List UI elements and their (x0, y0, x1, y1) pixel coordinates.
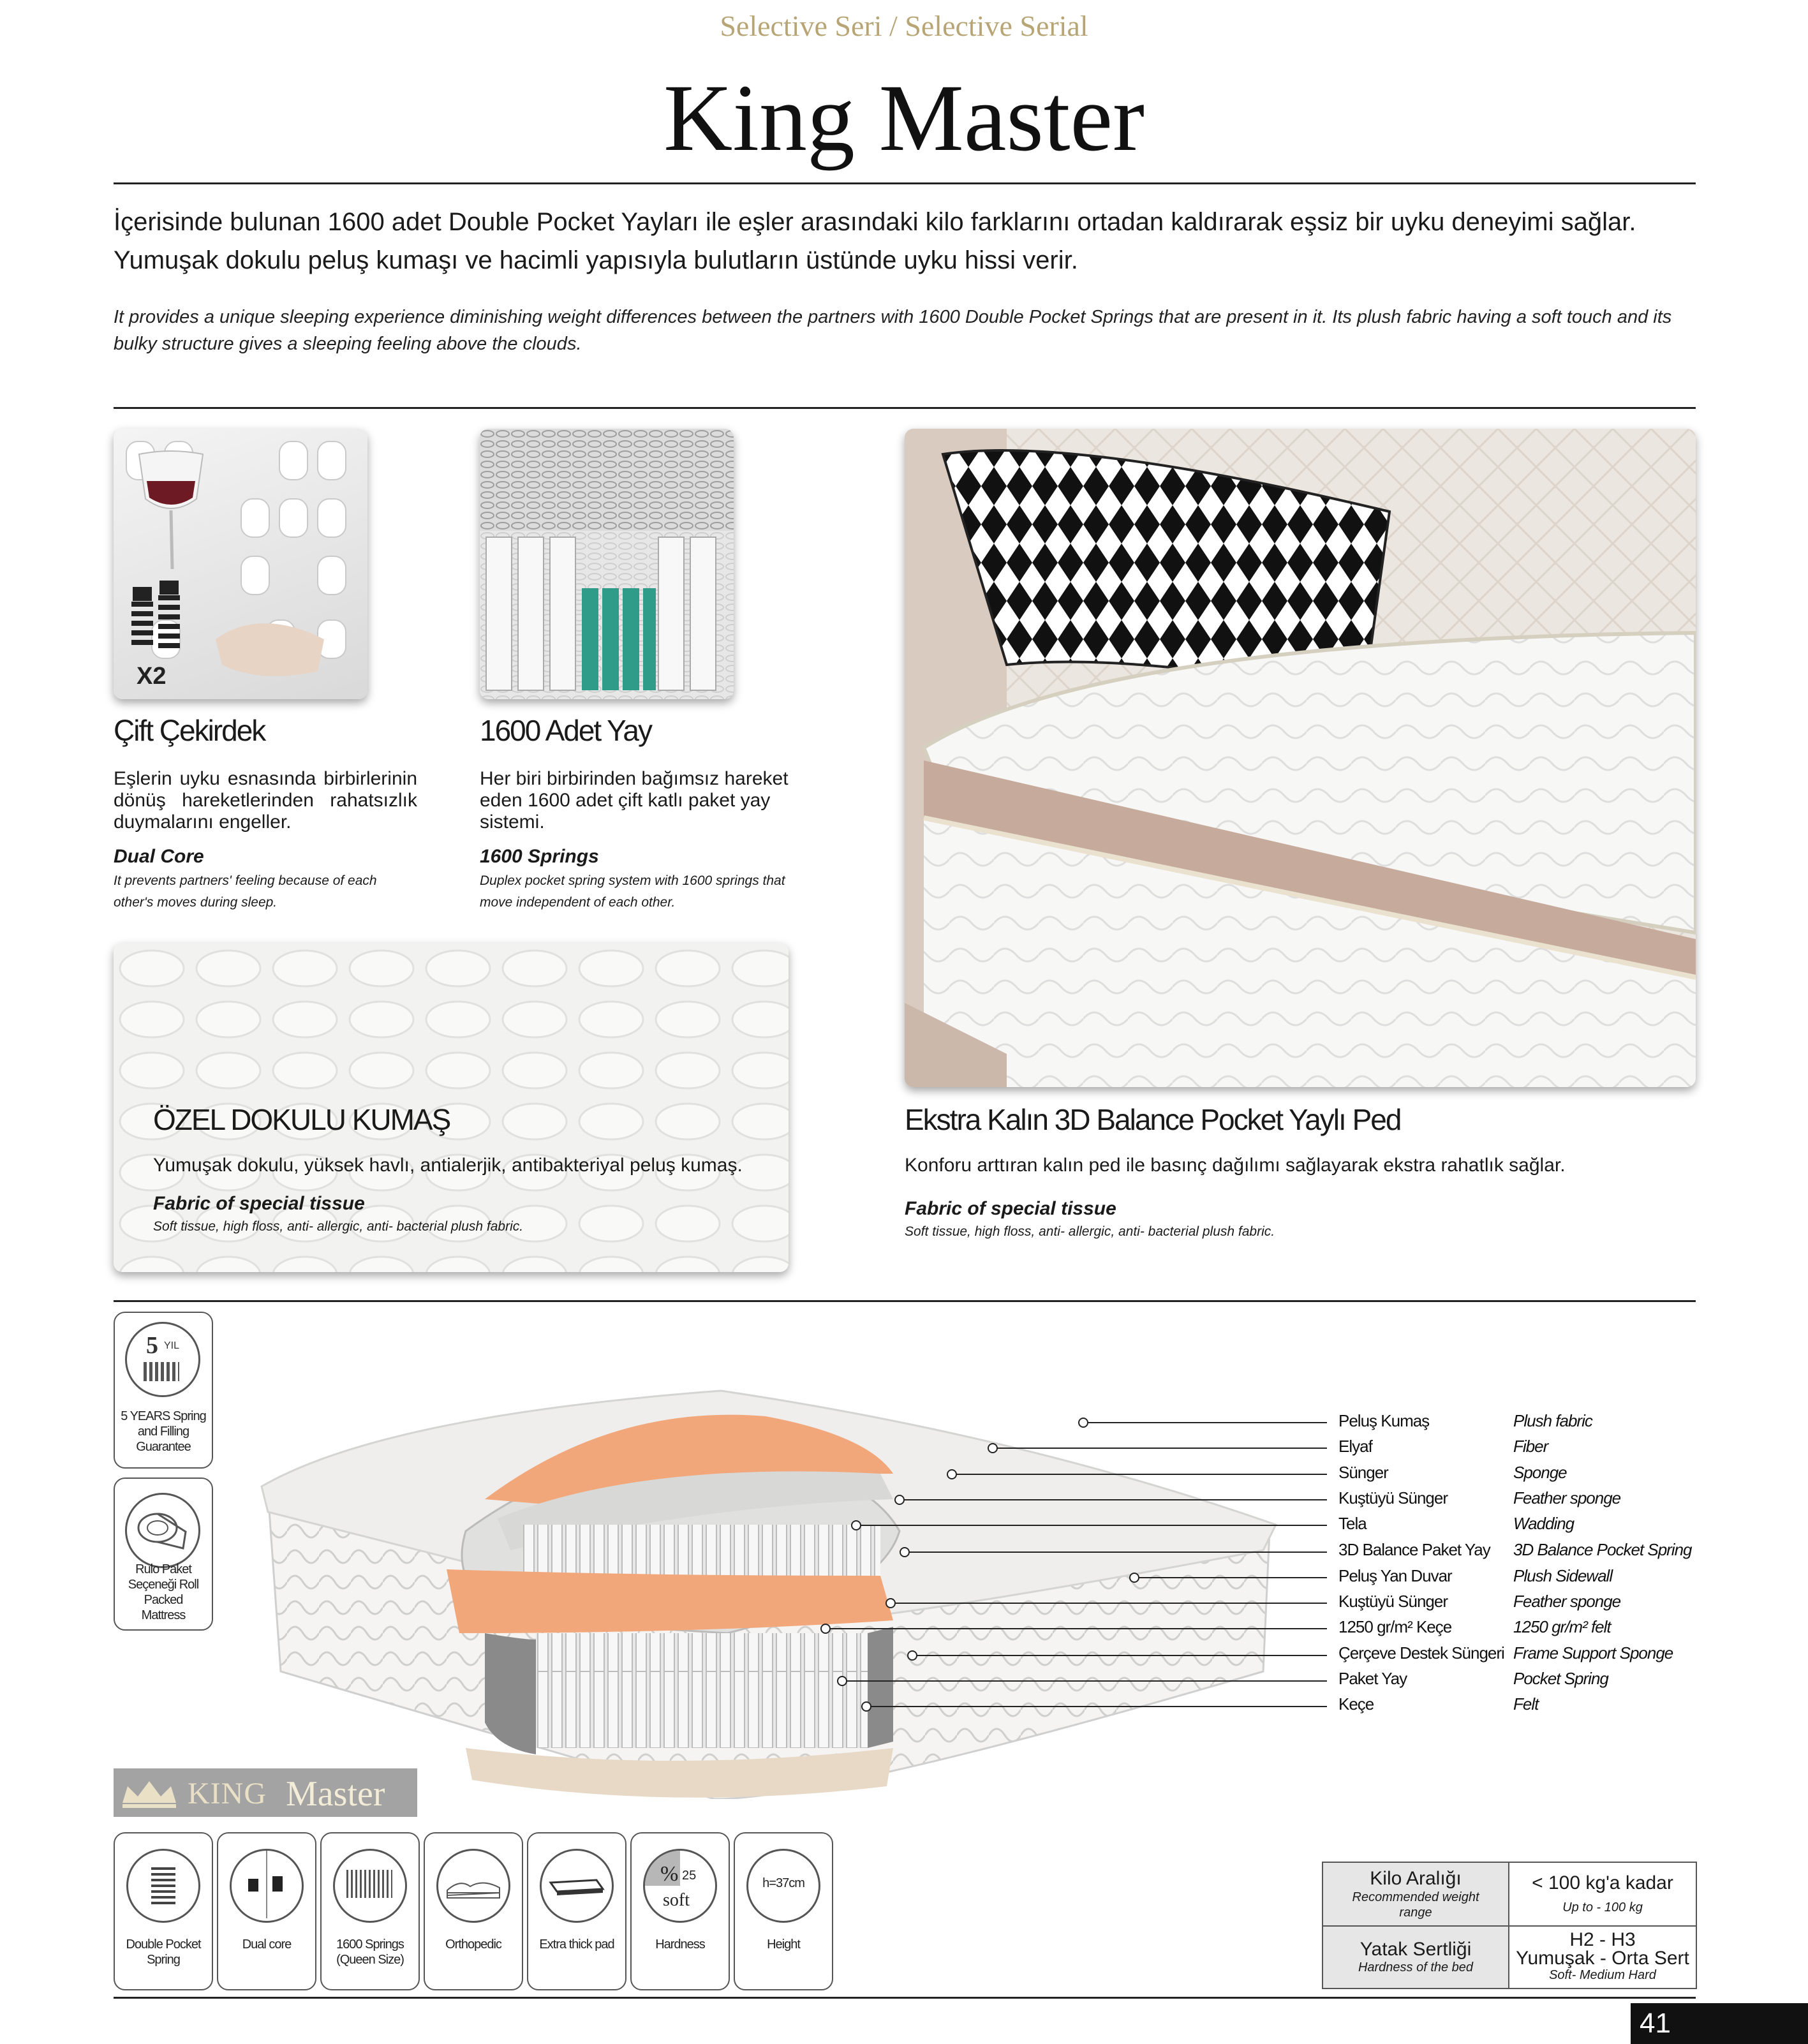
weight-value-en: Up to - 100 kg (1562, 1900, 1643, 1915)
hardness-word: soft (663, 1890, 690, 1910)
spring-grid-image (480, 429, 734, 699)
height-value: h=37cm (762, 1876, 804, 1890)
icon-label: Dual core (242, 1937, 292, 1951)
hardness-label-en: Hardness of the bed (1358, 1960, 1474, 1975)
icon-label: Double Pocket Spring (126, 1937, 201, 1967)
springs-text: Her biri birbirinden bağımsız hareket eden 1600 adet çift katlı paket yay sistemi. (480, 768, 789, 833)
layer-label-en: 1250 gr/m² felt (1513, 1617, 1611, 1636)
spec-table (1322, 1862, 1697, 1989)
brand-master: Master (286, 1774, 385, 1814)
fabric-text: Yumuşak dokulu, yüksek havlı, antialerjik, antibakteriyal peluş kumaş. (153, 1155, 743, 1176)
guarantee-icon (125, 1322, 200, 1397)
mattress-cutaway (255, 1365, 1289, 1799)
dual-core-text: Eşlerin uyku esnasında birbirlerinin dönüş hareketlerinden rahatsızlık duymalarını engeller. (114, 768, 417, 833)
layer-label-tr: Peluş Kumaş (1338, 1411, 1430, 1430)
guarantee-icon-number: 5 (146, 1332, 158, 1359)
brand-king: KING (188, 1777, 267, 1811)
crown-icon (119, 1777, 180, 1809)
layer-label-tr: Paket Yay (1338, 1669, 1407, 1688)
spring-bars-icon (144, 1362, 179, 1381)
hardness-value-tr: Yumuşak - Orta Sert (1516, 1948, 1689, 1969)
icon-label: Orthopedic (445, 1937, 501, 1951)
layer-label-en: 3D Balance Pocket Spring (1513, 1540, 1692, 1559)
weight-label-cell (1323, 1862, 1509, 1926)
icon-card-orthopedic (424, 1832, 523, 1990)
divider (114, 407, 1696, 409)
page-number: 41 (1631, 2003, 1808, 2044)
layer-label-en: Fiber (1513, 1437, 1548, 1456)
weight-value: < 100 kg'a kadar (1532, 1872, 1673, 1894)
springs-icon (333, 1849, 407, 1923)
layer-label-en: Sponge (1513, 1463, 1567, 1482)
hardness-label: Yatak Sertliği (1360, 1939, 1472, 1960)
springs-with-wine-image (114, 429, 367, 699)
layer-label-tr: Keçe (1338, 1694, 1374, 1714)
icon-card-thick-pad (527, 1832, 626, 1990)
hardness-label-cell (1323, 1926, 1509, 1988)
hardness-value-en: Soft- Medium Hard (1549, 1968, 1656, 1983)
fabric-title: ÖZEL DOKULU KUMAŞ (153, 1103, 450, 1136)
layer-label-tr: Peluş Yan Duvar (1338, 1566, 1452, 1585)
icon-label: Height (767, 1937, 800, 1951)
double-pocket-spring-icon (126, 1849, 200, 1923)
layer-label-tr: 3D Balance Paket Yay (1338, 1540, 1490, 1559)
layer-label-tr: Kuştüyü Sünger (1338, 1592, 1448, 1611)
icon-card-hardness (630, 1832, 730, 1990)
dual-core-subtitle: Dual Core (114, 846, 204, 867)
fabric-subtitle: Fabric of special tissue (153, 1193, 365, 1214)
dual-core-photo (114, 429, 367, 699)
divider (114, 1300, 1696, 1302)
hardness-percent: % (660, 1862, 679, 1886)
roll-badge (114, 1477, 213, 1631)
mattress-with-pillow-image (905, 429, 1696, 1087)
icon-card-dual-core (217, 1832, 316, 1990)
icon-label: Extra thick pad (539, 1937, 614, 1951)
layer-label-tr: Sünger (1338, 1463, 1388, 1482)
weight-label-en: Recommended weight range (1352, 1890, 1479, 1920)
pad-subtitle: Fabric of special tissue (905, 1198, 1116, 1219)
hardness-value: 25 (682, 1869, 697, 1883)
dual-core-icon (230, 1849, 304, 1923)
layer-label-en: Feather sponge (1513, 1488, 1621, 1507)
layer-label-en: Feather sponge (1513, 1592, 1621, 1611)
layer-label-tr: Çerçeve Destek Süngeri (1338, 1643, 1504, 1663)
mattress-layers-image (255, 1365, 1289, 1799)
layer-label-tr: 1250 gr/m² Keçe (1338, 1617, 1452, 1636)
x2-badge: X2 (137, 663, 167, 690)
fabric-small: Soft tissue, high floss, anti- allergic, anti- bacterial plush fabric. (153, 1219, 524, 1234)
layer-label-tr: Tela (1338, 1514, 1367, 1533)
intro-turkish: İçerisinde bulunan 1600 adet Double Pocket Yayları ile eşler arasındaki kilo farklarını ortadan kaldırarak eşsiz bir uyku deneyimi sağlar. Yumuşak dokulu peluş kumaşı ve hacimli yapısıyla bulutların üstünde uyku hissi verir. (114, 208, 1636, 274)
springs-small: Duplex pocket spring system with 1600 springs that move independent of each other. (480, 873, 785, 910)
layer-label-en: Felt (1513, 1694, 1539, 1714)
rolled-mattress-icon (127, 1495, 198, 1566)
icon-label: Hardness (655, 1937, 705, 1951)
icon-card-double-pocket (114, 1832, 213, 1990)
thick-pad-icon (540, 1849, 614, 1923)
page-title: King Master (663, 65, 1145, 171)
icon-label: 1600 Springs (Queen Size) (336, 1937, 404, 1967)
layer-label-en: Pocket Spring (1513, 1669, 1608, 1688)
orthopedic-icon (436, 1849, 510, 1923)
weight-label: Kilo Aralığı (1370, 1867, 1462, 1889)
roll-label: Rulo Paket Seçeneği Roll Packed Mattress (128, 1562, 199, 1622)
roll-icon (125, 1493, 200, 1568)
layer-label-tr: Elyaf (1338, 1437, 1372, 1456)
layer-label-en: Wadding (1513, 1514, 1575, 1533)
icon-card-springs (320, 1832, 420, 1990)
springs-subtitle: 1600 Springs (480, 846, 599, 867)
height-icon (746, 1849, 820, 1923)
hardness-value: H2 - H3 (1569, 1929, 1636, 1951)
pad-small: Soft tissue, high floss, anti- allergic, anti- bacterial plush fabric. (905, 1224, 1275, 1239)
pad-title: Ekstra Kalın 3D Balance Pocket Yaylı Ped (905, 1103, 1401, 1136)
layer-label-en: Frame Support Sponge (1513, 1643, 1673, 1663)
guarantee-icon-unit: YIL (164, 1340, 180, 1351)
layer-label-en: Plush fabric (1513, 1411, 1592, 1430)
icon-card-height (734, 1832, 833, 1990)
bedroom-photo (905, 429, 1696, 1087)
hardness-icon (643, 1849, 717, 1923)
layer-label-tr: Kuştüyü Sünger (1338, 1488, 1448, 1507)
guarantee-label: 5 YEARS Spring and Filling Guarantee (121, 1409, 206, 1454)
series-title: Selective Seri / Selective Serial (720, 10, 1088, 42)
springs-photo (480, 429, 734, 699)
dual-core-small: It prevents partners' feeling because of each other's moves during sleep. (114, 873, 377, 910)
hardness-value-cell (1509, 1926, 1696, 1988)
divider (114, 182, 1696, 184)
dual-core-title: Çift Çekirdek (114, 714, 265, 747)
weight-value-cell (1509, 1862, 1696, 1926)
layer-label-en: Plush Sidewall (1513, 1566, 1613, 1585)
pad-text: Konforu arttıran kalın ped ile basınç dağılımı sağlayarak ekstra rahatlık sağlar. (905, 1155, 1566, 1176)
divider (114, 1997, 1696, 1999)
guarantee-badge (114, 1312, 213, 1469)
springs-title: 1600 Adet Yay (480, 714, 652, 747)
brand-logo (114, 1768, 417, 1817)
intro-english: It provides a unique sleeping experience diminishing weight differences between the partners with 1600 Double Pocket Springs that are present in it. Its plush fabric having a soft touch and its bulky structure gives a sleeping feeling above the clouds. (114, 307, 1672, 354)
